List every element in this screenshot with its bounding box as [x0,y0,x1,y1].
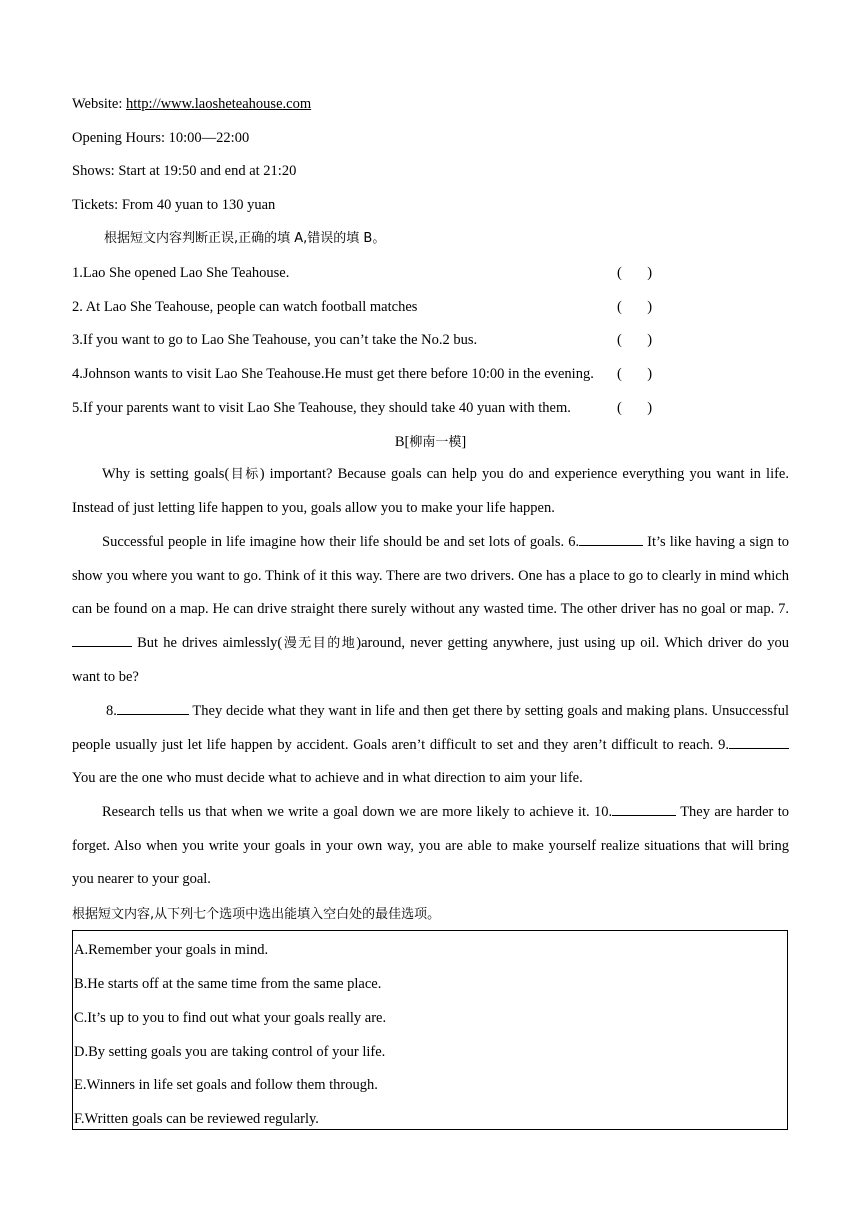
option-b: B.He starts off at the same time from the same place. [74,976,382,992]
answer-blank-5: ( ) [617,400,653,416]
tf-question-5: 5.If your parents want to visit Lao She Teahouse, they should take 40 yuan with them. [72,400,571,416]
tf-instruction: 根据短文内容判断正误,正确的填 A,错误的填 B。 [104,231,386,246]
opening-hours: Opening Hours: 10:00—22:00 [72,130,250,146]
answer-blank-2: ( ) [617,299,653,315]
blank-10 [612,801,676,816]
paragraph-2: Successful people in life imagine how their life should be and set lots of goals. 6. It’s like having a sign to show you where you want to go. Think of it this way. There are two drivers. One has a place to go to clearly in mind which can be found on a map. He can drive straight there surely without any wasted time. The other driver has no goal or map. 7. But he drives aimlessly(漫无目的地)around, never getting anywhere, just using up oil. Which driver do you want to be? [72,526,789,695]
option-f: F.Written goals can be reviewed regularly. [74,1111,319,1127]
tf-question-2: 2. At Lao She Teahouse, people can watch football matches [72,299,418,315]
tf-question-3: 3.If you want to go to Lao She Teahouse, you can’t take the No.2 bus. [72,332,478,348]
options-instruction: 根据短文内容,从下列七个选项中选出能填入空白处的最佳选项。 [72,907,441,922]
shows-time: Shows: Start at 19:50 and end at 21:20 [72,163,297,179]
paragraph-4: Research tells us that when we write a goal down we are more likely to achieve it. 10. They are harder to forget. Also when you write your goals in your own way, you are able to make yourself realize situations that will bring you nearer to your goal. [72,796,789,897]
blank-6 [579,531,643,546]
tf-question-4: 4.Johnson wants to visit Lao She Teahouse.He must get there before 10:00 in the evening. [72,366,594,382]
option-c: C.It’s up to you to find out what your goals really are. [74,1010,387,1026]
options-box [72,930,788,1130]
blank-7 [72,632,132,647]
option-d: D.By setting goals you are taking control of your life. [74,1044,386,1060]
option-e: E.Winners in life set goals and follow them through. [74,1077,378,1093]
tf-question-1: 1.Lao She opened Lao She Teahouse. [72,265,290,281]
answer-blank-3: ( ) [617,332,653,348]
paragraph-3: 8. They decide what they want in life and then get there by setting goals and making plans. Unsuccessful people usually just let life happen by accident. Goals aren’t difficult to set and they aren’t difficult to reach. 9. You are the one who must decide what to achieve and in what direction to aim your life. [72,695,789,796]
blank-9 [729,734,789,749]
website-line [72,95,311,113]
answer-blank-1: ( ) [617,265,653,281]
website-label: Website: [72,96,126,112]
paragraph-1: Why is setting goals(目标) important? Because goals can help you do and experience everything you want in life. Instead of just letting life happen to you, goals allow you to make your life happen. [72,466,789,516]
section-b-title: B[柳南一模] [394,434,467,450]
tickets-price: Tickets: From 40 yuan to 130 yuan [72,197,276,213]
answer-blank-4: ( ) [617,366,653,382]
option-a: A.Remember your goals in mind. [74,942,269,958]
blank-8 [117,700,189,715]
website-link[interactable]: http://www.laosheteahouse.com [126,96,312,112]
